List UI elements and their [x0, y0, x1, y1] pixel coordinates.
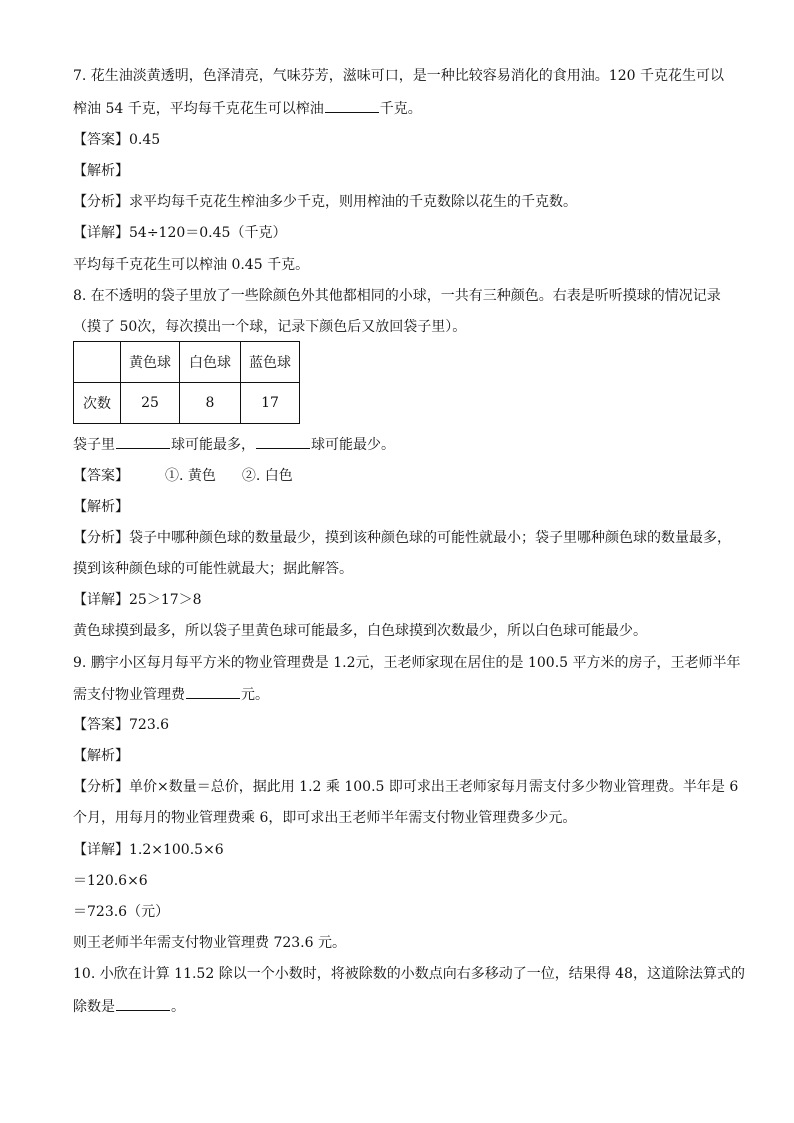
table-header-cell: 黄色球: [121, 342, 180, 383]
q9-detail-line-2: ＝120.6×6: [73, 873, 148, 889]
q7-analysis: [73, 192, 577, 214]
q8-blank-line: [73, 434, 395, 456]
q8-blank-text-c: 球可能最少。: [311, 437, 395, 453]
q8-answer: [73, 466, 293, 488]
q7-detail-text: 54÷120＝0.45（千克）: [129, 225, 287, 241]
q9-stem-line-1: 9. 鹏宇小区每月每平方米的物业管理费是 1.2元，王老师家现在居住的是 100.5 平方米的房子，王老师半年: [73, 655, 741, 671]
q9-analysis-line-2: 个月，用每月的物业管理费乘 6，即可求出王老师半年需支付物业管理费多少元。: [73, 810, 577, 826]
q7-answer-blank: [325, 98, 379, 113]
q8-analysis-line-1: [73, 528, 731, 550]
q8-detail: [73, 590, 202, 612]
q8-answer-blank-2: [256, 434, 310, 449]
q7-answer: [73, 130, 160, 152]
detail-tag: 【详解】: [73, 592, 129, 608]
q10-stem-text: 除数是: [73, 999, 115, 1015]
q8-answer-2: ②. 白色: [241, 468, 293, 484]
table-row-label: 次数: [74, 383, 121, 424]
q10-stem-line-1: 10. 小欣在计算 11.52 除以一个小数时，将被除数的小数点向右多移动了一位，结果得 48，这道除法算式的: [73, 966, 745, 982]
q8-answer-1: ①. 黄色: [165, 468, 216, 484]
q8-analysis-line-2: 摸到该种颜色球的可能性就最大；据此解答。: [73, 561, 353, 577]
answer-tag: 【答案】: [73, 468, 129, 484]
q8-stem-line-1: 8. 在不透明的袋子里放了一些除颜色外其他都相同的小球，一共有三种颜色。右表是听听摸球的情况记录: [73, 288, 721, 304]
table-header-cell: 白色球: [180, 342, 241, 383]
q8-blank-text-a: 袋子里: [73, 437, 115, 453]
q9-answer-value: 723.6: [129, 717, 170, 733]
q9-detail-text-1: 1.2×100.5×6: [129, 842, 224, 858]
q8-blank-text-b: 球可能最多，: [171, 437, 255, 453]
q9-answer: [73, 715, 169, 737]
q9-stem-unit: 元。: [241, 687, 269, 703]
q7-analysis-text: 求平均每千克花生榨油多少千克，则用榨油的千克数除以花生的千克数。: [129, 194, 577, 210]
q7-stem-line-1: 7. 花生油淡黄透明，色泽清亮，气味芬芳，滋味可口，是一种比较容易消化的食用油。120 千克花生可以: [73, 68, 724, 84]
q9-detail-line-3: ＝723.6（元）: [73, 904, 170, 920]
analysis-tag: 【分析】: [73, 194, 129, 210]
q7-jiexi: 【解析】: [73, 163, 129, 179]
table-header-cell: 蓝色球: [241, 342, 300, 383]
q8-detail-text: 25＞17＞8: [129, 592, 202, 608]
q8-conclusion: 黄色球摸到最多，所以袋子里黄色球可能最多，白色球摸到次数最少，所以白色球可能最少。: [73, 623, 647, 639]
q9-analysis-text-1: 单价×数量＝总价，据此用 1.2 乘 100.5 即可求出王老师家每月需支付多少物业管理费。半年是 6: [129, 779, 739, 795]
q7-stem-text: 榨油 54 千克，平均每千克花生可以榨油: [73, 101, 324, 117]
q8-jiexi: 【解析】: [73, 499, 129, 515]
q7-stem-unit: 千克。: [379, 101, 422, 117]
q9-stem-text: 需支付物业管理费: [73, 687, 185, 703]
answer-tag: 【答案】: [73, 717, 129, 733]
analysis-tag: 【分析】: [73, 779, 129, 795]
table-row: [74, 383, 300, 424]
detail-tag: 【详解】: [73, 842, 129, 858]
detail-tag: 【详解】: [73, 225, 129, 241]
q9-jiexi: 【解析】: [73, 748, 129, 764]
table-cell: 8: [180, 383, 241, 424]
q7-detail: [73, 223, 286, 245]
q10-stem-line-2: [73, 996, 185, 1018]
table-header-row: [74, 342, 300, 383]
q8-analysis-text-1: 袋子中哪种颜色球的数量最少，摸到该种颜色球的可能性就最小；袋子里哪种颜色球的数量最多，: [129, 530, 731, 546]
q10-stem-end: 。: [171, 999, 185, 1015]
answer-tag: 【答案】: [73, 132, 129, 148]
table-cell: 17: [241, 383, 300, 424]
q9-stem-line-2: [73, 684, 269, 706]
table-cell: 25: [121, 383, 180, 424]
q9-answer-blank: [186, 684, 240, 699]
q9-analysis-line-1: [73, 777, 738, 799]
q7-stem-line-2: [73, 98, 422, 120]
q8-stem-line-2: （摸了 50次，每次摸出一个球，记录下颜色后又放回袋子里）。: [73, 319, 467, 335]
analysis-tag: 【分析】: [73, 530, 129, 546]
q7-conclusion: 平均每千克花生可以榨油 0.45 千克。: [73, 257, 310, 273]
q9-detail-line-1: [73, 840, 224, 862]
q10-answer-blank: [116, 996, 170, 1011]
q9-conclusion: 则王老师半年需支付物业管理费 723.6 元。: [73, 935, 346, 951]
q8-record-table: [73, 341, 300, 424]
q8-answer-blank-1: [116, 434, 170, 449]
table-header-cell: [74, 342, 121, 383]
q7-answer-value: 0.45: [129, 132, 161, 148]
